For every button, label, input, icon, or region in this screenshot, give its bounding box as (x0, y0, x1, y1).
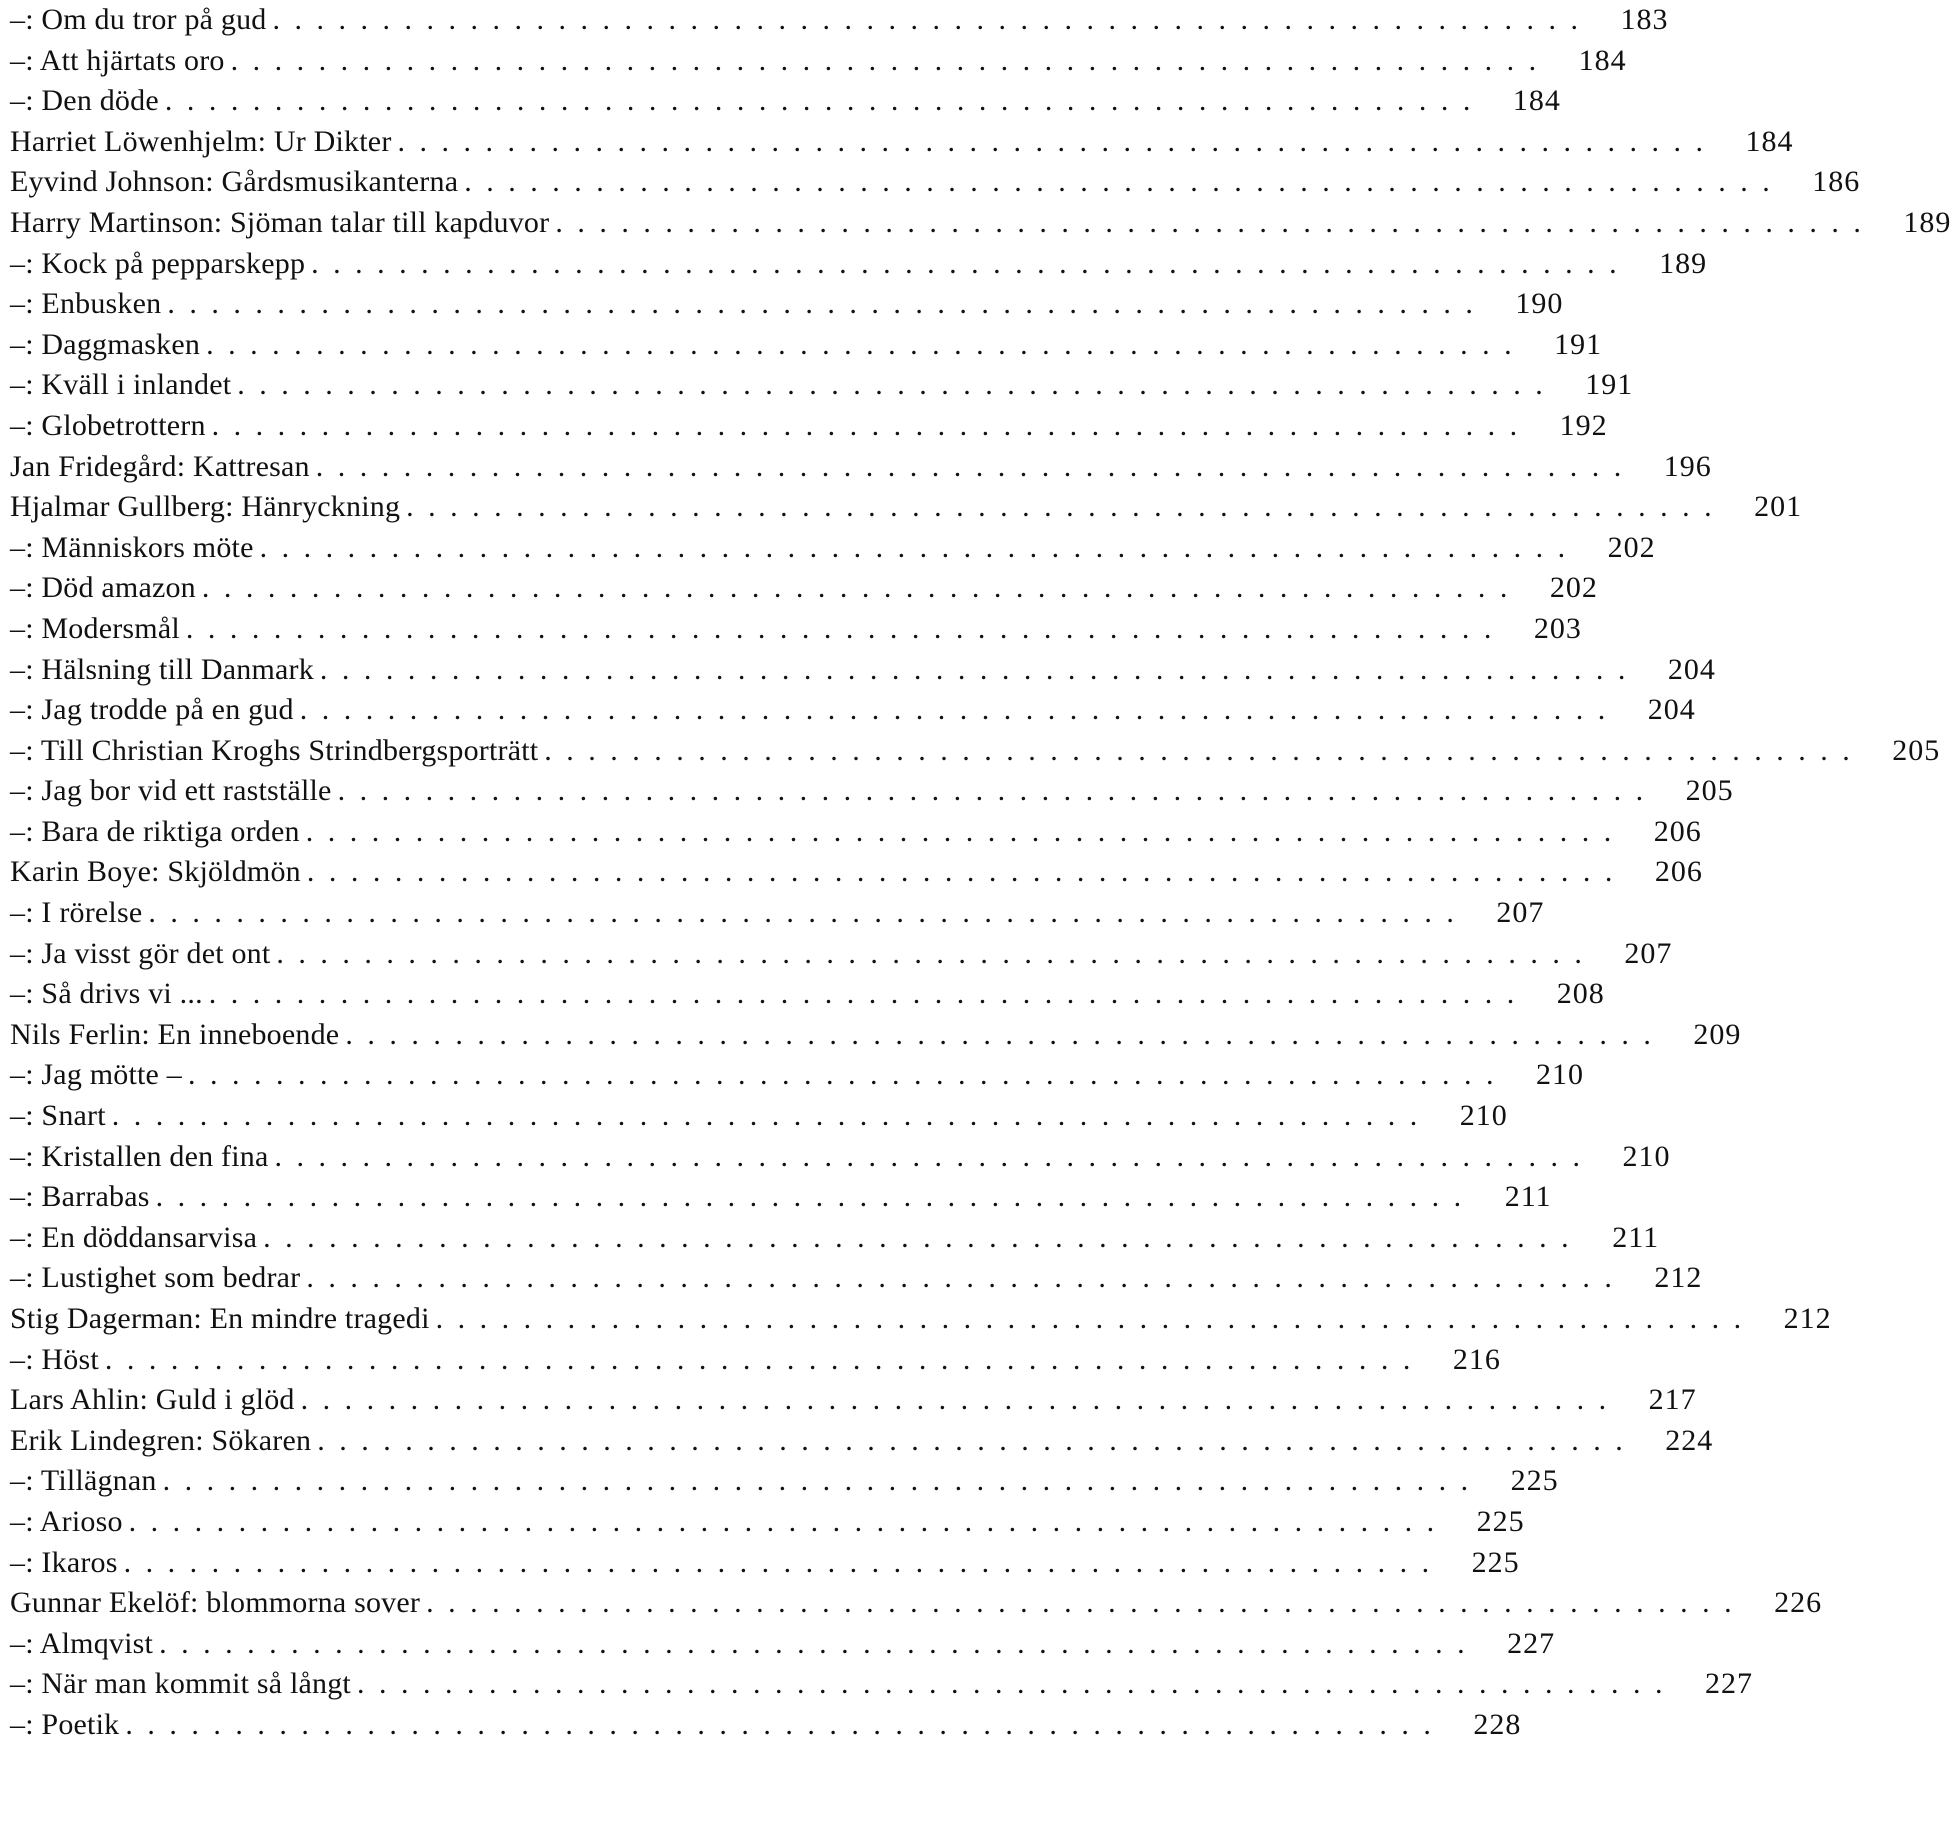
entry-title: Nils Ferlin: En inneboende (10, 1017, 340, 1051)
entry-title: –: Arioso (10, 1504, 123, 1538)
toc-entry (10, 771, 1734, 812)
page-number: 224 (1665, 1423, 1714, 1457)
toc-entry (10, 406, 1608, 447)
entry-title: Gunnar Ekelöf: blommorna sover (10, 1586, 421, 1620)
entry-title: –: Ikaros (10, 1545, 118, 1579)
toc-entry (10, 365, 1634, 406)
dot-leader: ............................................................ (317, 1423, 1638, 1457)
entry-title: –: Jag bor vid ett rastställe (10, 774, 332, 808)
page-number: 201 (1754, 490, 1803, 524)
page-number: 227 (1507, 1626, 1556, 1660)
entry-title: –: Om du tror på gud (10, 3, 267, 36)
toc-entry (10, 41, 1627, 82)
page-number: 205 (1892, 733, 1941, 767)
page-number: 207 (1624, 936, 1673, 970)
entry-title: –: Höst (10, 1342, 99, 1376)
toc-entry (10, 1421, 1714, 1462)
toc-entry (10, 650, 1716, 691)
dot-leader: ............................................................ (201, 571, 1522, 605)
entry-title: –: Tillägnan (10, 1464, 157, 1498)
entry-title: –: Kock på pepparskepp (10, 246, 306, 280)
entry-title: Stig Dagerman: En mindre tragedi (10, 1302, 430, 1335)
entry-title: –: Globetrottern (10, 408, 206, 442)
dot-leader: ............................................................ (305, 814, 1626, 848)
toc-entry (10, 1299, 1832, 1340)
dot-leader: ............................................................ (274, 1139, 1595, 1173)
entry-title: –: Jag trodde på en gud (10, 693, 294, 727)
dot-leader: ............................................................ (211, 408, 1532, 442)
toc-entry (10, 81, 1561, 122)
entry-title: –: En döddansarvisa (10, 1220, 258, 1254)
page-number: 212 (1654, 1261, 1703, 1295)
page-number: 206 (1653, 814, 1702, 848)
dot-leader: ............................................................ (426, 1586, 1747, 1620)
dot-leader: ............................................................ (230, 43, 1551, 77)
toc-entry (10, 487, 1803, 528)
toc-entry (10, 1258, 1703, 1299)
entry-title: –: Snart (10, 1099, 106, 1133)
dot-leader: ............................................................ (299, 693, 1620, 727)
toc-entry (10, 1218, 1660, 1259)
page-number: 217 (1648, 1383, 1697, 1417)
toc-entry (10, 1543, 1520, 1584)
toc-entry (10, 609, 1582, 650)
dot-leader: ............................................................ (162, 1464, 1483, 1498)
dot-leader: ............................................................ (128, 1504, 1449, 1538)
entry-title: Lars Ahlin: Guld i glöd (10, 1383, 295, 1417)
toc-entry (10, 162, 1861, 203)
entry-title: Eyvind Johnson: Gårdsmusikanterna (10, 165, 459, 199)
dot-leader: ............................................................ (356, 1667, 1677, 1701)
dot-leader: ............................................................ (159, 1626, 1480, 1660)
page-number: 202 (1607, 530, 1656, 564)
page-number: 189 (1659, 246, 1708, 280)
page-number: 225 (1471, 1545, 1520, 1579)
toc-entry (10, 244, 1708, 285)
page-number: 189 (1903, 205, 1951, 239)
entry-title: Karin Boye: Skjöldmön (10, 855, 301, 889)
toc-entry (10, 1096, 1508, 1137)
toc-entry (10, 1705, 1522, 1746)
page-number: 210 (1622, 1139, 1671, 1173)
dot-leader: ............................................................ (125, 1707, 1446, 1741)
toc-entry (10, 203, 1951, 244)
toc-entry (10, 284, 1564, 325)
dot-leader: ............................................................ (406, 490, 1727, 524)
dot-leader: ............................................................ (104, 1342, 1425, 1376)
dot-leader: ............................................................ (311, 246, 1632, 280)
page-number: 216 (1452, 1342, 1501, 1376)
toc-entry (10, 528, 1656, 569)
dot-leader: ............................................................ (185, 611, 1506, 645)
dot-leader: ............................................................ (237, 368, 1558, 402)
dot-leader: ............................................................ (345, 1017, 1666, 1051)
entry-title: –: Bara de riktiga orden (10, 814, 300, 848)
dot-leader: ............................................................ (300, 1383, 1621, 1417)
dot-leader: ............................................................ (259, 530, 1580, 564)
dot-leader: ............................................................ (306, 1261, 1627, 1295)
table-of-contents (10, 0, 1951, 1746)
page-number: 226 (1774, 1586, 1823, 1620)
entry-title: –: Barrabas (10, 1180, 150, 1214)
page-number: 228 (1473, 1707, 1522, 1741)
entry-title: –: Ja visst gör det ont (10, 936, 271, 970)
dot-leader: ............................................................ (123, 1545, 1444, 1579)
toc-entry (10, 934, 1673, 975)
page-number: 204 (1647, 693, 1696, 727)
toc-entry (10, 690, 1696, 731)
dot-leader: ............................................................ (397, 124, 1718, 158)
page-number: 184 (1512, 84, 1561, 118)
page-number: 184 (1745, 124, 1794, 158)
entry-title: –: Kristallen den fina (10, 1139, 269, 1173)
toc-entry (10, 1664, 1753, 1705)
dot-leader: ............................................................ (111, 1099, 1432, 1133)
entry-title: Jan Fridegård: Kattresan (10, 449, 310, 483)
dot-leader: ............................................................ (315, 449, 1636, 483)
toc-entry (10, 1624, 1556, 1665)
dot-leader: ............................................................ (263, 1220, 1584, 1254)
toc-entry (10, 568, 1598, 609)
toc-entry (10, 852, 1703, 893)
toc-entry (10, 974, 1605, 1015)
dot-leader: ............................................................ (164, 84, 1485, 118)
dot-leader: ............................................................ (306, 855, 1627, 889)
entry-title: –: Poetik (10, 1707, 120, 1741)
dot-leader: ............................................................ (435, 1302, 1756, 1335)
dot-leader: ............................................................ (276, 936, 1597, 970)
entry-title: Harriet Löwenhjelm: Ur Dikter (10, 124, 392, 158)
dot-leader: ............................................................ (187, 1058, 1508, 1092)
toc-entry (10, 325, 1603, 366)
toc-entry (10, 447, 1712, 488)
dot-leader: ............................................................ (272, 3, 1593, 36)
page-number: 191 (1554, 327, 1603, 361)
entry-title: –: I rörelse (10, 896, 143, 930)
page-number: 196 (1663, 449, 1712, 483)
page-number: 202 (1549, 571, 1598, 605)
entry-title: –: När man kommit så långt (10, 1667, 351, 1701)
toc-entry (10, 1502, 1525, 1543)
entry-title: Erik Lindegren: Sökaren (10, 1423, 312, 1457)
toc-entry (10, 0, 1669, 41)
entry-title: Hjalmar Gullberg: Hänryckning (10, 490, 401, 524)
entry-title: –: Att hjärtats oro (10, 43, 225, 77)
toc-entry (10, 731, 1941, 772)
page-number: 206 (1654, 855, 1703, 889)
dot-leader: ............................................................ (337, 774, 1658, 808)
entry-title: –: Daggmasken (10, 327, 201, 361)
dot-leader: ............................................................ (148, 896, 1469, 930)
entry-title: –: Almqvist (10, 1626, 154, 1660)
toc-entry (10, 812, 1702, 853)
toc-entry (10, 1380, 1697, 1421)
page-number: 225 (1510, 1464, 1559, 1498)
toc-entry (10, 122, 1794, 163)
toc-entry (10, 1015, 1742, 1056)
page-number: 211 (1504, 1180, 1552, 1214)
page-number: 192 (1559, 408, 1608, 442)
toc-entry (10, 1340, 1501, 1381)
entry-title: –: Så drivs vi ... (10, 977, 203, 1011)
page-number: 209 (1693, 1017, 1742, 1051)
page-number: 210 (1459, 1099, 1508, 1133)
entry-title: Harry Martinson: Sjöman talar till kapduvor (10, 205, 550, 239)
page-number: 204 (1667, 652, 1716, 686)
toc-entry (10, 1461, 1559, 1502)
toc-entry (10, 1177, 1552, 1218)
page-number: 225 (1476, 1504, 1525, 1538)
toc-entry (10, 1583, 1823, 1624)
page-number: 211 (1612, 1220, 1660, 1254)
dot-leader: ............................................................ (155, 1180, 1476, 1214)
page-number: 208 (1556, 977, 1605, 1011)
page-number: 186 (1812, 165, 1861, 199)
dot-leader: ............................................................ (544, 733, 1865, 767)
dot-leader: ............................................................ (208, 977, 1529, 1011)
dot-leader: ............................................................ (319, 652, 1640, 686)
toc-entry (10, 1055, 1584, 1096)
entry-title: –: Lustighet som bedrar (10, 1261, 301, 1295)
dot-leader: ............................................................ (464, 165, 1785, 199)
dot-leader: ............................................................ (167, 287, 1488, 321)
entry-title: –: Kväll i inlandet (10, 368, 232, 402)
dot-leader: ............................................................ (555, 205, 1876, 239)
page-number: 205 (1685, 774, 1734, 808)
page-number: 190 (1515, 287, 1564, 321)
entry-title: –: Hälsning till Danmark (10, 652, 314, 686)
entry-title: –: Till Christian Kroghs Strindbergsporträtt (10, 733, 539, 767)
dot-leader: ............................................................ (206, 327, 1527, 361)
page-number: 210 (1535, 1058, 1584, 1092)
toc-entry (10, 893, 1545, 934)
page-number: 191 (1585, 368, 1634, 402)
page-number: 207 (1496, 896, 1545, 930)
entry-title: –: Död amazon (10, 571, 196, 605)
entry-title: –: Människors möte (10, 530, 254, 564)
entry-title: –: Modersmål (10, 611, 180, 645)
page-number: 227 (1704, 1667, 1753, 1701)
entry-title: –: Jag mötte – (10, 1058, 182, 1092)
page-number: 184 (1578, 43, 1627, 77)
page-number: 183 (1620, 3, 1669, 36)
page-number: 203 (1533, 611, 1582, 645)
entry-title: –: Den döde (10, 84, 159, 118)
toc-entry (10, 1137, 1671, 1178)
page-number: 212 (1783, 1302, 1832, 1335)
entry-title: –: Enbusken (10, 287, 162, 321)
